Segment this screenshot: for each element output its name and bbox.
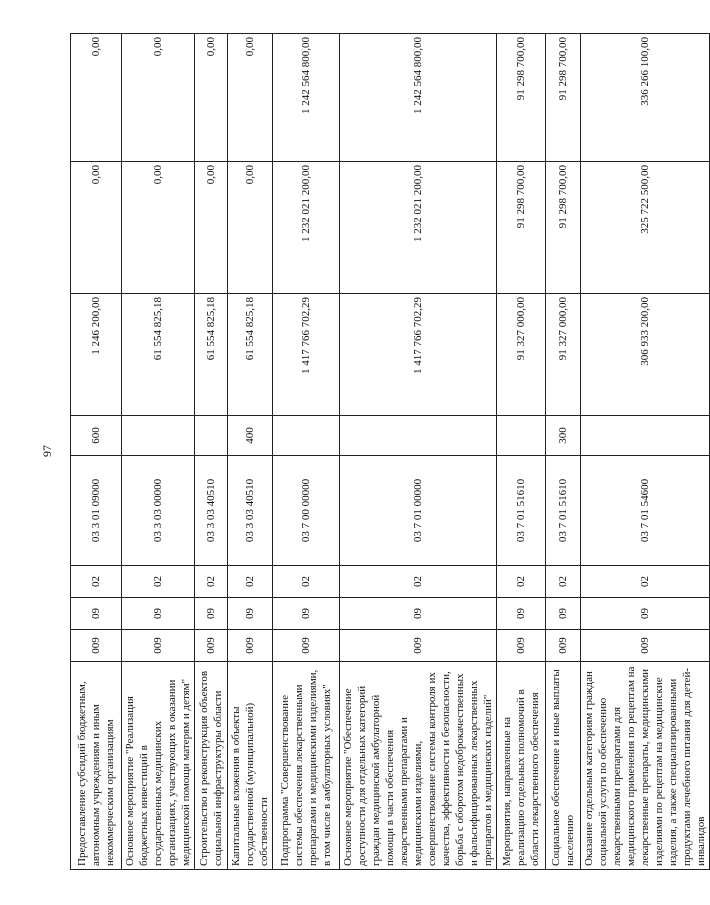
amount-year3-cell: 1 242 564 800,00 bbox=[273, 34, 340, 162]
amount-year1-cell: 1 417 766 702,29 bbox=[340, 294, 497, 416]
section-code-cell: 09 bbox=[273, 598, 340, 630]
table-row bbox=[546, 34, 581, 870]
amount-year3-cell: 0,00 bbox=[122, 34, 195, 162]
subsection-code-cell: 02 bbox=[71, 566, 122, 598]
section-code-cell: 09 bbox=[195, 598, 228, 630]
amount-year3-cell: 91 298 700,00 bbox=[497, 34, 546, 162]
amount-year2-cell: 91 298 700,00 bbox=[546, 162, 581, 294]
ministry-code-cell: 009 bbox=[581, 630, 710, 662]
amount-year2-cell: 1 232 021 200,00 bbox=[273, 162, 340, 294]
expense-type-cell bbox=[195, 416, 228, 456]
amount-year2-cell: 325 722 500,00 bbox=[581, 162, 710, 294]
amount-year1-cell: 61 554 825,18 bbox=[228, 294, 273, 416]
page-number: 97 bbox=[40, 445, 54, 457]
expense-type-cell bbox=[122, 416, 195, 456]
table-row bbox=[497, 34, 546, 870]
expense-type-cell: 600 bbox=[71, 416, 122, 456]
target-article-cell: 03 3 03 40510 bbox=[195, 456, 228, 566]
amount-year1-cell: 61 554 825,18 bbox=[122, 294, 195, 416]
row-name-cell: Предоставление субсидий бюджетным, автономным учреждениям и иным некоммерческим организациям bbox=[71, 662, 122, 870]
subsection-code-cell: 02 bbox=[122, 566, 195, 598]
target-article-cell: 03 7 01 54600 bbox=[581, 456, 710, 566]
expense-type-cell bbox=[273, 416, 340, 456]
amount-year3-cell: 336 266 100,00 bbox=[581, 34, 710, 162]
ministry-code-cell: 009 bbox=[71, 630, 122, 662]
amount-year3-cell: 91 298 700,00 bbox=[546, 34, 581, 162]
subsection-code-cell: 02 bbox=[340, 566, 497, 598]
rotated-table-wrapper bbox=[70, 34, 707, 870]
expense-type-cell: 300 bbox=[546, 416, 581, 456]
target-article-cell: 03 7 01 00000 bbox=[340, 456, 497, 566]
subsection-code-cell: 02 bbox=[195, 566, 228, 598]
amount-year3-cell: 0,00 bbox=[195, 34, 228, 162]
section-code-cell: 09 bbox=[71, 598, 122, 630]
amount-year3-cell: 1 242 564 800,00 bbox=[340, 34, 497, 162]
subsection-code-cell: 02 bbox=[581, 566, 710, 598]
subsection-code-cell: 02 bbox=[497, 566, 546, 598]
amount-year3-cell: 0,00 bbox=[71, 34, 122, 162]
ministry-code-cell: 009 bbox=[228, 630, 273, 662]
row-name-cell: Строительство и реконструкция объектов социальной инфраструктуры области bbox=[195, 662, 228, 870]
ministry-code-cell: 009 bbox=[195, 630, 228, 662]
target-article-cell: 03 3 01 09000 bbox=[71, 456, 122, 566]
amount-year2-cell: 0,00 bbox=[195, 162, 228, 294]
amount-year3-cell: 0,00 bbox=[228, 34, 273, 162]
budget-table bbox=[70, 33, 710, 870]
row-name-cell: Основное мероприятие "Реализация бюджетных инвестиций в государственных медицинских организациях, участвующих в оказании медицинской помощи матерям и детям" bbox=[122, 662, 195, 870]
expense-type-cell bbox=[340, 416, 497, 456]
section-code-cell: 09 bbox=[228, 598, 273, 630]
table-row bbox=[581, 34, 710, 870]
table-row bbox=[195, 34, 228, 870]
expense-type-cell: 400 bbox=[228, 416, 273, 456]
amount-year1-cell: 91 327 000,00 bbox=[546, 294, 581, 416]
section-code-cell: 09 bbox=[497, 598, 546, 630]
subsection-code-cell: 02 bbox=[273, 566, 340, 598]
amount-year1-cell: 1 246 200,00 bbox=[71, 294, 122, 416]
section-code-cell: 09 bbox=[546, 598, 581, 630]
row-name-cell: Социальное обеспечение и иные выплаты населению bbox=[546, 662, 581, 870]
expense-type-cell bbox=[581, 416, 710, 456]
ministry-code-cell: 009 bbox=[122, 630, 195, 662]
expense-type-cell bbox=[497, 416, 546, 456]
target-article-cell: 03 7 00 00000 bbox=[273, 456, 340, 566]
row-name-cell: Оказание отдельным категориям граждан социальной услуги по обеспечению лекарственными препаратами для медицинского применения по рецептам на лекарственные препараты, медицинскими изделиями по рецептам на медицинские изделия, а также специализированными продуктами лечебного питания для детей-инвалидов bbox=[581, 662, 710, 870]
table-row bbox=[122, 34, 195, 870]
row-name-cell: Основное мероприятие "Обеспечение доступности для отдельных категорий граждан медицинской амбулаторной помощи в части обеспечения лекарственными препаратами и медицинскими изделиями, совершенствование системы контроля их качества, эффективности и безопасности, борьба с оборотом недоброкачественных и фальсифицированных лекарственных препаратов и медицинских изделий" bbox=[340, 662, 497, 870]
row-name-cell: Капитальные вложения в объекты государственной (муниципальной) собственности bbox=[228, 662, 273, 870]
table-row bbox=[273, 34, 340, 870]
target-article-cell: 03 7 01 51610 bbox=[497, 456, 546, 566]
ministry-code-cell: 009 bbox=[273, 630, 340, 662]
subsection-code-cell: 02 bbox=[228, 566, 273, 598]
ministry-code-cell: 009 bbox=[546, 630, 581, 662]
row-name-cell: Подпрограмма "Совершенствование системы обеспечения лекарственными препаратами и медицинскими изделиями, в том числе в амбулаторных условиях" bbox=[273, 662, 340, 870]
amount-year2-cell: 1 232 021 200,00 bbox=[340, 162, 497, 294]
ministry-code-cell: 009 bbox=[497, 630, 546, 662]
amount-year1-cell: 1 417 766 702,29 bbox=[273, 294, 340, 416]
amount-year2-cell: 0,00 bbox=[122, 162, 195, 294]
table-row bbox=[228, 34, 273, 870]
amount-year1-cell: 91 327 000,00 bbox=[497, 294, 546, 416]
amount-year1-cell: 306 933 200,00 bbox=[581, 294, 710, 416]
table-row bbox=[340, 34, 497, 870]
section-code-cell: 09 bbox=[340, 598, 497, 630]
target-article-cell: 03 7 01 51610 bbox=[546, 456, 581, 566]
amount-year2-cell: 0,00 bbox=[71, 162, 122, 294]
row-name-cell: Мероприятия, направленные на реализацию отдельных полномочий в области лекарственного обеспечения bbox=[497, 662, 546, 870]
subsection-code-cell: 02 bbox=[546, 566, 581, 598]
section-code-cell: 09 bbox=[581, 598, 710, 630]
ministry-code-cell: 009 bbox=[340, 630, 497, 662]
target-article-cell: 03 3 03 40510 bbox=[228, 456, 273, 566]
amount-year1-cell: 61 554 825,18 bbox=[195, 294, 228, 416]
table-row bbox=[71, 34, 122, 870]
section-code-cell: 09 bbox=[122, 598, 195, 630]
target-article-cell: 03 3 03 00000 bbox=[122, 456, 195, 566]
amount-year2-cell: 91 298 700,00 bbox=[497, 162, 546, 294]
amount-year2-cell: 0,00 bbox=[228, 162, 273, 294]
